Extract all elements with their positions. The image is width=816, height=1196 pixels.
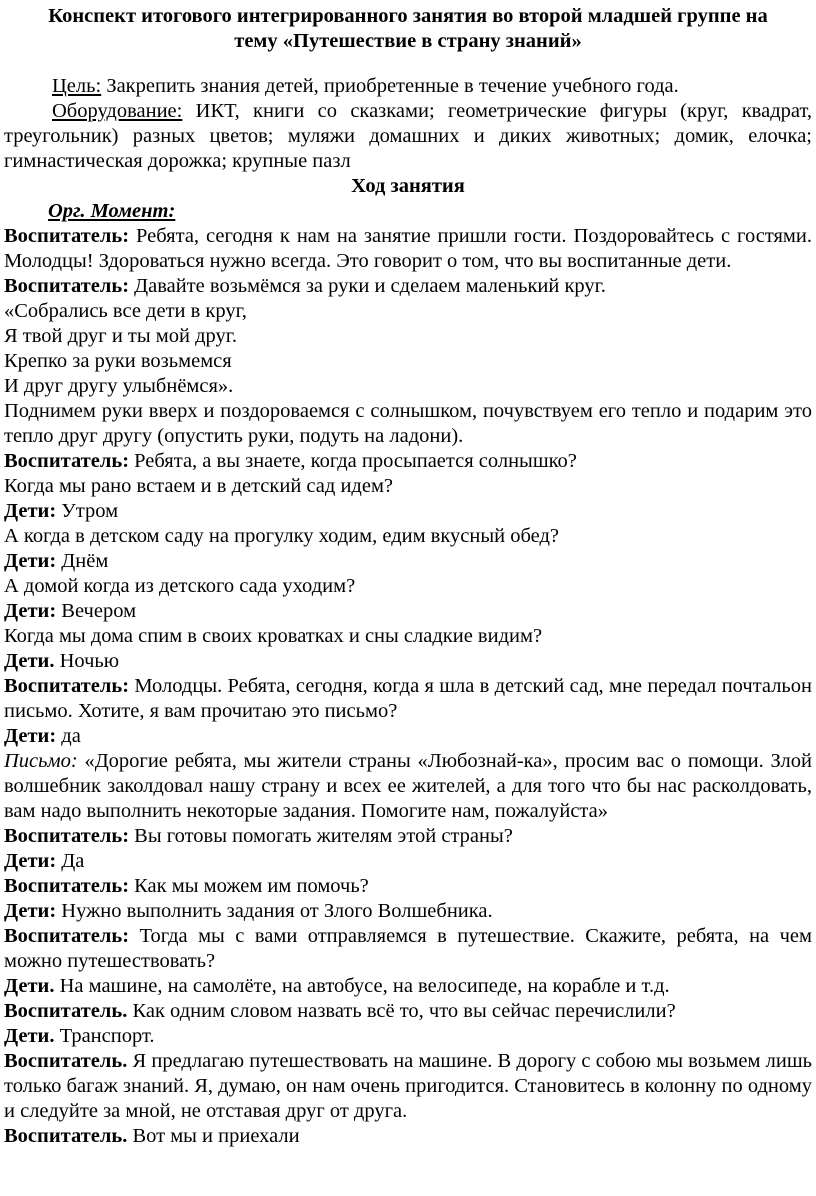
- line-text: Тогда мы с вами отправляемся в путешествие. Скажите, ребята, на чем можно путешествовать?: [4, 925, 812, 972]
- line-text: И друг другу улыбнёмся».: [4, 375, 234, 397]
- line-text: На машине, на самолёте, на автобусе, на велосипеде, на корабле и т.д.: [54, 975, 670, 997]
- line-text: «Собрались все дети в круг,: [4, 300, 247, 322]
- dialogue-line: [4, 499, 812, 524]
- dialogue-line: [4, 924, 812, 974]
- line-text: Днём: [56, 550, 109, 572]
- line-text: Ребята, сегодня к нам на занятие пришли гости. Поздоровайтесь с гостями. Молодцы! Здороваться нужно всегда. Это говорит о том, что вы воспитанные дети.: [4, 225, 812, 272]
- line-text: Ребята, а вы знаете, когда просыпается солнышко?: [129, 450, 577, 472]
- dialogue-line: [4, 899, 812, 924]
- goal-label: Цель:: [52, 75, 102, 97]
- line-text: Нужно выполнить задания от Злого Волшебника.: [56, 900, 493, 922]
- speaker-label: Воспитатель.: [4, 1000, 128, 1022]
- dialogue-line: [4, 849, 812, 874]
- line-text: Вы готовы помогать жителям этой страны?: [129, 825, 513, 847]
- dialogue-line: [4, 349, 812, 374]
- goal-text: Закрепить знания детей, приобретенные в течение учебного года.: [101, 75, 679, 97]
- dialogue: [4, 224, 812, 1149]
- dialogue-line: [4, 574, 812, 599]
- dialogue-line: [4, 974, 812, 999]
- equipment-label: Оборудование:: [52, 100, 183, 122]
- speaker-label: Дети:: [4, 500, 57, 522]
- dialogue-line: [4, 299, 812, 324]
- line-text: Когда мы рано встаем и в детский сад идем?: [4, 475, 394, 497]
- speaker-label: Воспитатель:: [4, 450, 130, 472]
- dialogue-line: [4, 274, 812, 299]
- line-text: А домой когда из детского сада уходим?: [4, 575, 356, 597]
- speaker-label: Воспитатель:: [4, 225, 130, 247]
- dialogue-line: [4, 449, 812, 474]
- dialogue-line: [4, 374, 812, 399]
- speaker-label: Воспитатель:: [4, 925, 130, 947]
- speaker-label: Дети:: [4, 900, 57, 922]
- org-moment-heading: Орг. Момент:: [48, 200, 176, 222]
- speaker-label: Дети.: [4, 1025, 55, 1047]
- dialogue-line: [4, 1024, 812, 1049]
- line-text: Да: [56, 850, 85, 872]
- speaker-label: Воспитатель:: [4, 675, 130, 697]
- dialogue-line: [4, 224, 812, 274]
- line-text: Как одним словом назвать всё то, что вы сейчас перечислили?: [127, 1000, 676, 1022]
- dialogue-line: [4, 324, 812, 349]
- line-text: Вот мы и приехали: [127, 1125, 300, 1147]
- section-title: Ход занятия: [351, 175, 465, 197]
- line-text: Утром: [56, 500, 119, 522]
- line-text: Вечером: [56, 600, 137, 622]
- spacer: [4, 54, 812, 74]
- line-text: да: [56, 725, 81, 747]
- dialogue-line: [4, 549, 812, 574]
- speaker-label: Воспитатель.: [4, 1125, 128, 1147]
- line-text: Давайте возьмёмся за руки и сделаем маленький круг.: [129, 275, 606, 297]
- speaker-label: Письмо:: [4, 750, 78, 772]
- equipment-text: ИКТ, книги со сказками; геометрические фигуры (круг, квадрат, треугольник) разных цветов; муляжи домашних и диких животных; домик, елочка; гимнастическая дорожка; крупные пазл: [4, 100, 812, 172]
- dialogue-line: [4, 524, 812, 549]
- dialogue-line: [4, 999, 812, 1024]
- dialogue-line: [4, 674, 812, 724]
- line-text: Я твой друг и ты мой друг.: [4, 325, 237, 347]
- dialogue-line: [4, 649, 812, 674]
- speaker-label: Воспитатель:: [4, 875, 130, 897]
- speaker-label: Дети.: [4, 650, 55, 672]
- line-text: Молодцы. Ребята, сегодня, когда я шла в детский сад, мне передал почтальон письмо. Хотите, я вам прочитаю это письмо?: [4, 675, 812, 722]
- line-text: Я предлагаю путешествовать на машине. В дорогу с собою мы возьмем лишь только багаж знаний. Я, думаю, он нам очень пригодится. Становитесь в колонну по одному и следуйте за мной, не отставая друг от друга.: [4, 1050, 812, 1122]
- dialogue-line: [4, 624, 812, 649]
- line-text: Крепко за руки возьмемся: [4, 350, 232, 372]
- document-title: Конспект итогового интегрированного занятия во второй младшей группе на тему «Путешествие в страну знаний»: [48, 5, 768, 52]
- dialogue-line: [4, 599, 812, 624]
- dialogue-line: [4, 1124, 812, 1149]
- dialogue-line: [4, 724, 812, 749]
- dialogue-line: [4, 399, 812, 449]
- equipment-paragraph: [4, 99, 812, 174]
- speaker-label: Дети:: [4, 550, 57, 572]
- line-text: Когда мы дома спим в своих кроватках и сны сладкие видим?: [4, 625, 543, 647]
- speaker-label: Воспитатель:: [4, 825, 130, 847]
- line-text: А когда в детском саду на прогулку ходим, едим вкусный обед?: [4, 525, 559, 547]
- line-text: Поднимем руки вверх и поздороваемся с солнышком, почувствуем его тепло и подарим это тепло друг другу (опустить руки, подуть на ладони).: [4, 400, 812, 447]
- dialogue-line: [4, 474, 812, 499]
- speaker-label: Дети.: [4, 975, 55, 997]
- dialogue-line: [4, 824, 812, 849]
- speaker-label: Воспитатель.: [4, 1050, 128, 1072]
- line-text: Транспорт.: [54, 1025, 155, 1047]
- line-text: Ночью: [54, 650, 120, 672]
- speaker-label: Дети:: [4, 600, 57, 622]
- line-text: Как мы можем им помочь?: [129, 875, 369, 897]
- goal-paragraph: [4, 74, 812, 99]
- dialogue-line: [4, 874, 812, 899]
- speaker-label: Дети:: [4, 725, 57, 747]
- speaker-label: Дети:: [4, 850, 57, 872]
- speaker-label: Воспитатель:: [4, 275, 130, 297]
- line-text: «Дорогие ребята, мы жители страны «Любознай-ка», просим вас о помощи. Злой волшебник заколдовал нашу страну и всех ее жителей, а для того что бы нас расколдовать, вам надо выполнить некоторые задания. Помогите нам, пожалуйста»: [4, 750, 812, 822]
- dialogue-line: [4, 1049, 812, 1124]
- dialogue-line: [4, 749, 812, 824]
